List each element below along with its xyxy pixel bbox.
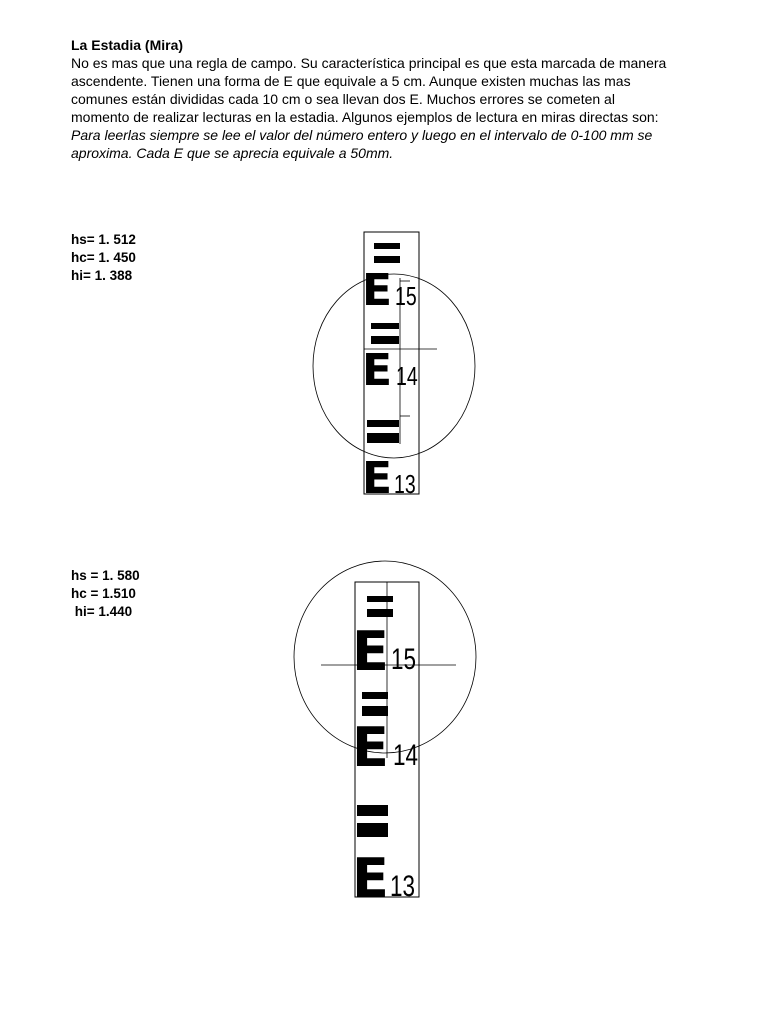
rod-number-14: 14: [396, 361, 418, 391]
example2-hc: hc = 1.510: [71, 586, 136, 601]
rod-e-mark: E: [362, 453, 393, 504]
example1-hc: hc= 1. 450: [71, 250, 136, 265]
rod-number-14: 14: [393, 737, 419, 772]
rod-e-mark: E: [362, 345, 393, 396]
rod-number-15: 15: [395, 281, 417, 311]
rod-e-mark: E: [352, 620, 389, 683]
rod-bar-mark: [367, 596, 393, 602]
rod-number-13: 13: [394, 469, 416, 499]
rod-bar-mark: [362, 706, 388, 716]
document-italic-note: Para leerlas siempre se lee el valor del número entero y luego en el intervalo de 0-100 mm se aproxima. Cada E que se aprecia equivale a 50mm.: [71, 127, 653, 161]
rod-bar-mark: [362, 692, 388, 699]
rod-e-mark: E: [352, 716, 389, 779]
example2-hi: hi= 1.440: [71, 604, 133, 619]
rod-number-13: 13: [390, 868, 416, 903]
rod-bar-mark: [357, 823, 388, 837]
rod-number-15: 15: [391, 641, 417, 676]
example2-hs: hs = 1. 580: [71, 568, 140, 583]
document-paragraph: No es mas que una regla de campo. Su característica principal es que esta marcada de manera ascendente. Tienen una forma de E que equivale a 5 cm. Aunque existen muchas las mas comunes están divididas cada 10 cm o sea llevan dos E. Muchos errores se cometen al momento de realizar lecturas en la estadia. Algunos ejemplos de lectura en miras directas son:: [71, 55, 667, 125]
example1-hi: hi= 1. 388: [71, 268, 133, 283]
rod-bar-mark: [367, 609, 393, 617]
rod-bar-mark: [357, 805, 388, 816]
example1-hs: hs= 1. 512: [71, 232, 136, 247]
document-title: La Estadia (Mira): [71, 37, 184, 53]
rod-e-mark: E: [362, 265, 393, 316]
rod-e-mark: E: [352, 847, 389, 910]
